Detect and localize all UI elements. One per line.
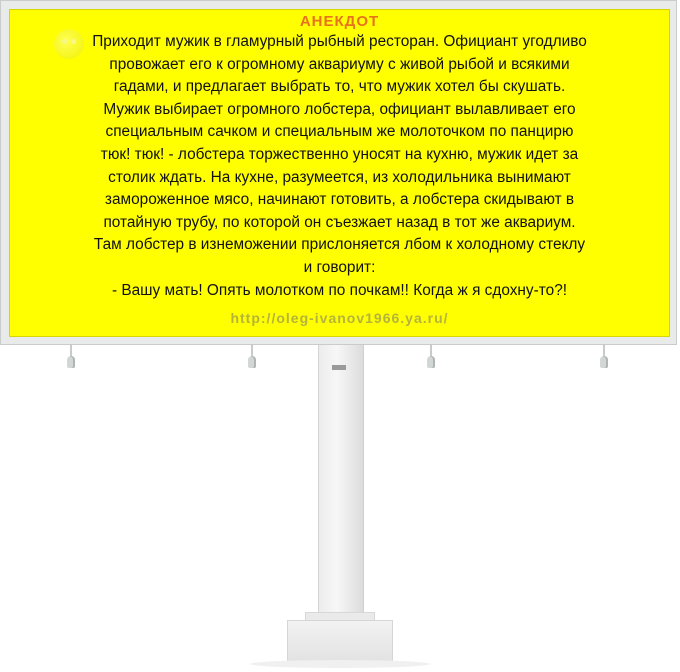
spotlight-icon bbox=[66, 344, 76, 374]
headline: АНЕКДОТ bbox=[299, 13, 380, 30]
pole-base bbox=[287, 620, 393, 664]
billboard-panel bbox=[9, 9, 670, 337]
spotlight-icon bbox=[426, 344, 436, 374]
joke-line: замороженное мясо, начинают готовить, а лобстера скидывают в bbox=[104, 191, 575, 209]
joke-line: провожает его к огромному аквариуму с живой рыбой и всякими bbox=[109, 55, 570, 73]
joke-line: гадами, и предлагает выбрать то, что мужик хотел бы скушать. bbox=[113, 78, 566, 96]
spotlight-icon bbox=[247, 344, 257, 374]
billboard-pole bbox=[318, 345, 364, 625]
joke-text bbox=[19, 31, 660, 302]
joke-line: и говорит: bbox=[303, 258, 376, 276]
joke-line: потайную трубу, по которой он съезжает назад в тот же аквариум. bbox=[103, 213, 576, 231]
joke-line: Там лобстер в изнеможении прислоняется лбом к холодному стеклу bbox=[93, 236, 586, 254]
joke-line: тюк! тюк! - лобстера торжественно уносят на кухню, мужик идет за bbox=[100, 145, 579, 163]
pole-plate bbox=[332, 365, 346, 370]
ground-shadow bbox=[250, 660, 430, 668]
joke-line: специальным сачком и специальным же молоточком по панцирю bbox=[105, 123, 574, 141]
source-link[interactable]: http://oleg-ivanov1966.ya.ru/ bbox=[230, 310, 449, 326]
joke-line: - Вашу мать! Опять молотком по почкам!! Когда ж я сдохну-то?! bbox=[111, 281, 568, 299]
spotlight-icon bbox=[599, 344, 609, 374]
joke-line: Приходит мужик в гламурный рыбный ресторан. Официант угодливо bbox=[92, 33, 587, 50]
joke-line: столик ждать. На кухне, разумеется, из холодильника вынимают bbox=[108, 168, 571, 186]
joke-line: Мужик выбирает огромного лобстера, официант вылавливает его bbox=[103, 100, 576, 118]
